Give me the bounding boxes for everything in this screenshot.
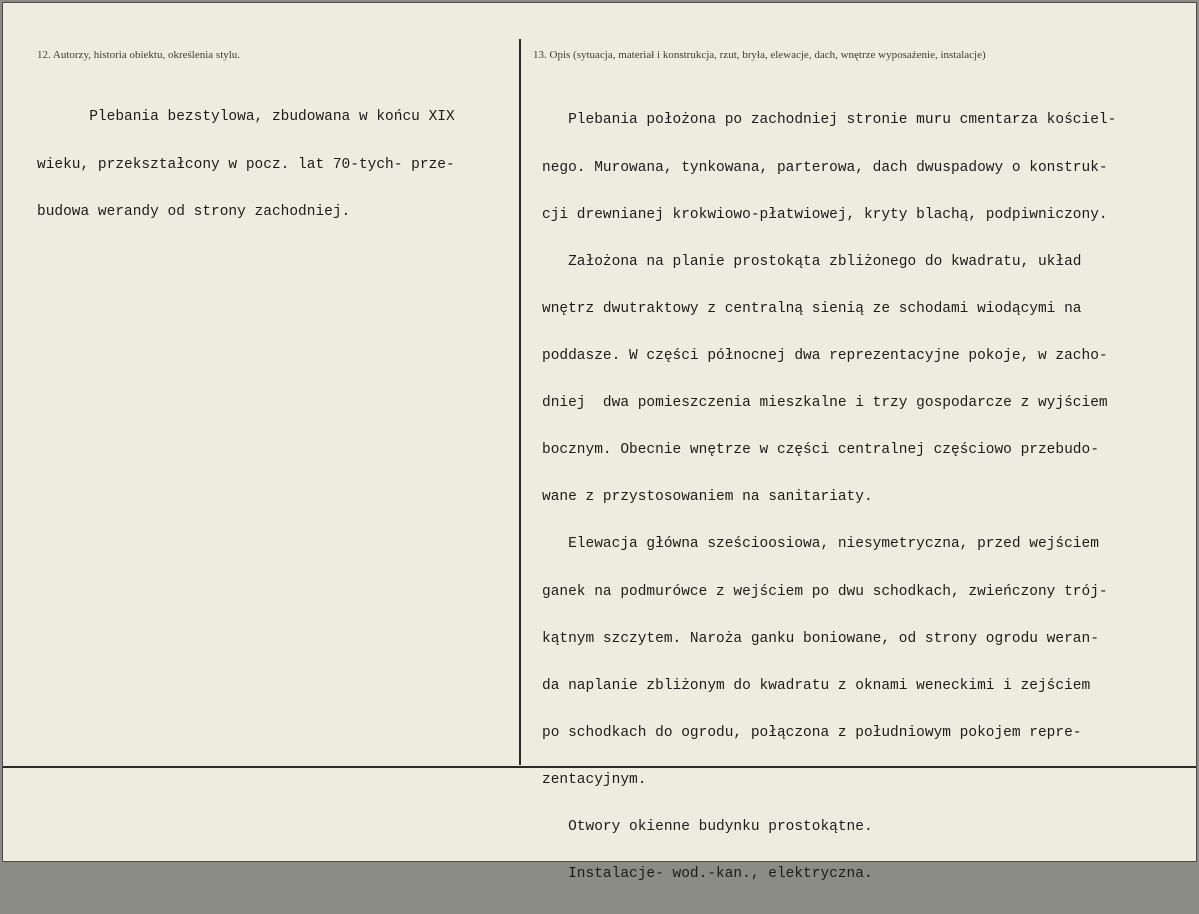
text-line: nego. Murowana, tynkowana, parterowa, dach dwuspadowy o konstruk- <box>542 159 1108 176</box>
text-line: Założona na planie prostokąta zbliżonego do kwadratu, układ <box>542 253 1082 270</box>
text-line: poddasze. W części północnej dwa reprezentacyjne pokoje, w zacho- <box>542 347 1108 364</box>
text-line: da naplanie zbliżonym do kwadratu z oknami weneckimi i zejściem <box>542 677 1091 694</box>
text-line: wane z przystosowaniem na sanitariaty. <box>542 489 873 506</box>
section-12-header: 12. Autorzy, historia obiektu, określenia stylu. <box>37 49 241 61</box>
section-12-text <box>37 79 455 252</box>
text-line: Plebania bezstylowa, zbudowana w końcu XIX <box>37 109 455 126</box>
text-line: Plebania położona po zachodniej stronie muru cmentarza kościel- <box>542 112 1117 129</box>
text-line: bocznym. Obecnie wnętrze w części centralnej częściowo przebudo- <box>542 442 1099 459</box>
text-line: wieku, przekształcony w pocz. lat 70-tych- prze- <box>37 156 455 173</box>
text-line: dniej dwa pomieszczenia mieszkalne i trzy gospodarcze z wyjściem <box>542 395 1108 412</box>
section-13-header: 13. Opis (sytuacja, materiał i konstrukcja, rzut, bryła, elewacje, dach, wnętrze wyposażenie, instalacje) <box>533 49 986 61</box>
text-line: cji drewnianej krokwiowo-płatwiowej, kryty blachą, podpiwniczony. <box>542 206 1108 223</box>
text-line: Elewacja główna sześcioosiowa, niesymetryczna, przed wejściem <box>542 536 1099 553</box>
text-line: Otwory okienne budynku prostokątne. <box>542 819 873 836</box>
text-line: ganek na podmurówce z wejściem po dwu schodkach, zwieńczony trój- <box>542 583 1108 600</box>
text-line: kątnym szczytem. Naroża ganku boniowane, od strony ogrodu weran- <box>542 630 1099 647</box>
text-line: Instalacje- wod.-kan., elektryczna. <box>542 866 873 883</box>
column-divider <box>519 39 521 765</box>
text-line: budowa werandy od strony zachodniej. <box>37 203 351 220</box>
text-line: wnętrz dwutraktowy z centralną sienią ze schodami wiodącymi na <box>542 300 1082 317</box>
document-card <box>2 2 1197 883</box>
section-13-text <box>542 82 1116 914</box>
text-line: po schodkach do ogrodu, połączona z południowym pokojem repre- <box>542 724 1082 741</box>
text-line: zentacyjnym. <box>542 771 647 788</box>
